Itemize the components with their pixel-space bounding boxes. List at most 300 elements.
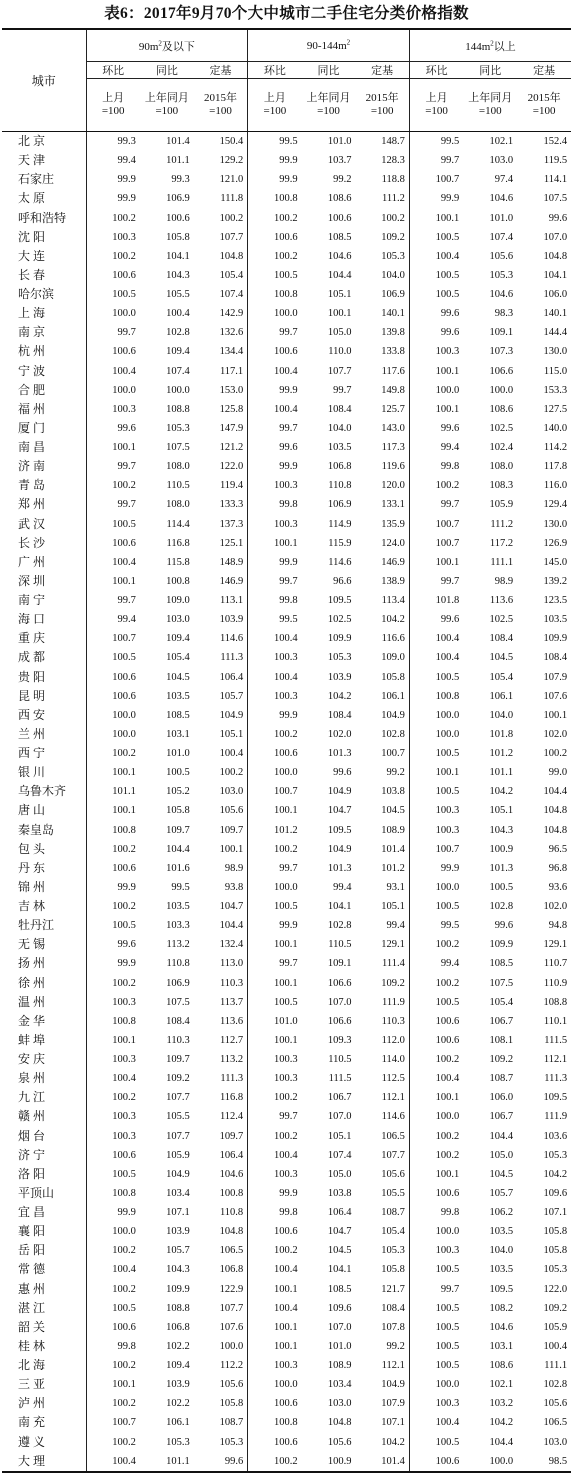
index-value: 100.7	[409, 840, 463, 859]
city-name: 郑 州	[18, 497, 46, 512]
index-value: 105.5	[166, 289, 190, 301]
index-value: 129.1	[381, 939, 405, 951]
table-row	[2, 993, 571, 1012]
index-value: 106.1	[489, 690, 514, 702]
index-value: 109.7	[219, 1130, 244, 1142]
index-value: 115.8	[166, 556, 190, 568]
index-value: 100.0	[248, 1375, 302, 1394]
index-value: 99.9	[86, 878, 140, 897]
table-title: 表6：2017年9月70个大中城市二手住宅分类价格指数	[104, 5, 469, 22]
index-value: 102.8	[327, 920, 352, 932]
index-value: 139.2	[543, 575, 568, 587]
index-value: 99.6	[409, 323, 463, 342]
index-value: 100.1	[248, 1337, 302, 1356]
index-value: 99.8	[409, 457, 463, 476]
index-value: 104.9	[166, 1168, 190, 1180]
table-row	[2, 725, 571, 744]
base-header: 上年同月 =100	[463, 79, 517, 132]
index-value: 100.2	[86, 840, 140, 859]
index-value: 100.0	[86, 304, 140, 323]
index-value: 100.6	[327, 212, 352, 224]
index-value: 100.0	[489, 384, 514, 396]
city-name: 蚌 埠	[18, 1032, 46, 1047]
index-value: 105.9	[166, 1149, 190, 1161]
index-value: 109.7	[166, 1054, 190, 1066]
index-value: 100.6	[86, 1318, 140, 1337]
index-value: 114.6	[328, 556, 352, 568]
table-row	[2, 1413, 571, 1432]
city-name: 平顶山	[18, 1185, 55, 1200]
index-value: 110.1	[543, 1015, 568, 1027]
index-value: 106.5	[381, 1130, 405, 1142]
index-value: 100.2	[86, 209, 140, 228]
base-header: 2015年 =100	[355, 79, 409, 132]
table-row	[2, 878, 571, 897]
index-value: 116.6	[381, 633, 405, 645]
index-value: 113.2	[166, 939, 190, 951]
index-value: 106.5	[543, 1417, 568, 1429]
index-value: 152.4	[543, 136, 568, 148]
index-value: 104.4	[489, 1130, 514, 1142]
index-value: 100.2	[409, 476, 463, 495]
index-value: 107.7	[166, 1092, 190, 1104]
table-row	[2, 572, 571, 591]
index-value: 103.8	[381, 786, 405, 798]
index-value: 105.6	[219, 805, 244, 817]
index-value: 102.1	[489, 1379, 514, 1391]
index-value: 110.8	[219, 1207, 244, 1219]
city-name: 岳 阳	[18, 1243, 46, 1258]
index-value: 108.0	[489, 461, 514, 473]
index-value: 111.1	[490, 556, 514, 568]
city-name: 南 昌	[18, 440, 46, 455]
index-value: 109.1	[327, 958, 352, 970]
index-value: 101.3	[489, 862, 514, 874]
index-value: 100.0	[86, 1222, 140, 1241]
index-value: 112.1	[543, 1054, 568, 1066]
index-value: 100.5	[248, 266, 302, 285]
index-value: 100.1	[248, 974, 302, 993]
index-value: 105.1	[381, 901, 405, 913]
index-value: 100.1	[248, 534, 302, 553]
index-value: 108.4	[543, 652, 568, 664]
index-value: 132.6	[219, 327, 244, 339]
index-value: 150.4	[219, 136, 244, 148]
index-value: 100.5	[409, 1299, 463, 1318]
index-value: 110.3	[381, 1015, 405, 1027]
index-value: 105.6	[219, 1379, 244, 1391]
index-value: 99.9	[248, 553, 302, 572]
index-value: 99.9	[248, 457, 302, 476]
index-value: 100.1	[248, 1280, 302, 1299]
index-value: 107.9	[543, 671, 568, 683]
index-value: 105.5	[381, 1187, 405, 1199]
index-value: 100.8	[409, 687, 463, 706]
index-value: 106.4	[219, 671, 244, 683]
price-index-table	[2, 28, 571, 1473]
index-value: 109.5	[489, 1283, 514, 1295]
index-value: 100.2	[248, 1127, 302, 1146]
city-name: 北 京	[18, 134, 46, 149]
index-value: 97.4	[494, 174, 514, 186]
index-value: 109.3	[327, 1034, 352, 1046]
index-value: 107.6	[219, 1321, 244, 1333]
index-value: 100.2	[86, 1088, 140, 1107]
index-value: 114.1	[543, 174, 568, 186]
city-name: 福 州	[18, 401, 46, 416]
index-value: 107.1	[381, 1417, 405, 1429]
index-value: 96.5	[548, 843, 568, 855]
index-value: 100.2	[86, 897, 140, 916]
table-row	[2, 476, 571, 495]
group-header-medium: $90-144m^2$	[248, 29, 410, 62]
index-value: 109.9	[489, 939, 514, 951]
index-value: 133.8	[381, 346, 405, 358]
index-value: 121.0	[219, 174, 244, 186]
city-name: 济 宁	[18, 1147, 46, 1162]
index-value: 100.6	[86, 534, 140, 553]
index-value: 108.8	[166, 403, 190, 415]
index-value: 122.0	[543, 1283, 568, 1295]
index-value: 104.9	[381, 709, 405, 721]
table-row	[2, 687, 571, 706]
index-value: 100.7	[409, 170, 463, 189]
index-value: 100.0	[248, 878, 302, 897]
table-row	[2, 629, 571, 648]
index-value: 140.0	[543, 422, 568, 434]
index-value: 104.3	[489, 824, 514, 836]
index-value: 105.4	[166, 652, 190, 664]
index-value: 104.0	[489, 1245, 514, 1257]
index-value: 100.5	[86, 515, 140, 534]
index-value: 99.2	[386, 767, 405, 779]
index-value: 100.2	[543, 748, 568, 760]
index-value: 100.7	[381, 748, 405, 760]
index-value: 101.2	[489, 748, 514, 760]
index-value: 107.0	[327, 996, 352, 1008]
index-value: 100.1	[248, 1318, 302, 1337]
index-value: 100.2	[219, 212, 244, 224]
index-value: 104.4	[219, 920, 244, 932]
index-value: 143.0	[381, 422, 405, 434]
index-value: 104.8	[219, 1226, 244, 1238]
city-name: 济 南	[18, 459, 46, 474]
index-value: 133.1	[381, 499, 405, 511]
index-value: 105.8	[219, 1398, 244, 1410]
index-value: 99.7	[409, 1280, 463, 1299]
table-row	[2, 610, 571, 629]
base-header: 上年同月 =100	[302, 79, 356, 132]
index-value: 107.0	[543, 231, 568, 243]
index-value: 108.7	[381, 1207, 405, 1219]
index-value: 99.6	[248, 438, 302, 457]
city-name: 西 安	[18, 707, 46, 722]
index-value: 102.1	[489, 136, 514, 148]
table-row	[2, 342, 571, 361]
index-value: 100.8	[86, 1012, 140, 1031]
index-value: 105.7	[166, 1245, 190, 1257]
index-value: 112.2	[219, 1360, 244, 1372]
index-value: 99.2	[333, 174, 352, 186]
index-value: 99.4	[86, 610, 140, 629]
index-value: 112.5	[381, 1073, 405, 1085]
index-value: 113.7	[219, 996, 244, 1008]
index-value: 104.2	[489, 1417, 514, 1429]
index-value: 107.5	[166, 996, 190, 1008]
index-value: 146.9	[381, 556, 405, 568]
index-value: 146.9	[219, 575, 244, 587]
index-value: 109.4	[166, 633, 190, 645]
table-row	[2, 1280, 571, 1299]
index-value: 93.8	[224, 881, 244, 893]
index-value: 101.0	[489, 212, 514, 224]
index-value: 99.9	[86, 1203, 140, 1222]
index-value: 110.7	[543, 958, 568, 970]
index-value: 100.0	[409, 1222, 463, 1241]
index-value: 100.7	[86, 1413, 140, 1432]
index-value: 101.8	[409, 591, 463, 610]
index-value: 99.8	[248, 591, 302, 610]
index-value: 105.3	[327, 652, 352, 664]
city-name: 青 岛	[18, 478, 46, 493]
table-row	[2, 534, 571, 553]
index-value: 108.1	[489, 1034, 514, 1046]
index-value: 102.5	[327, 614, 352, 626]
index-value: 100.2	[86, 744, 140, 763]
city-name: 惠 州	[18, 1281, 46, 1296]
index-value: 104.4	[327, 269, 352, 281]
city-name: 杭 州	[18, 344, 46, 359]
index-value: 99.7	[409, 495, 463, 514]
index-value: 100.2	[248, 1088, 302, 1107]
index-value: 100.0	[86, 706, 140, 725]
index-value: 104.5	[327, 1245, 352, 1257]
index-value: 105.6	[381, 1168, 405, 1180]
index-value: 100.5	[409, 1318, 463, 1337]
index-value: 104.4	[489, 1436, 514, 1448]
index-value: 106.1	[166, 1417, 190, 1429]
index-value: 99.2	[386, 1340, 405, 1352]
index-value: 105.8	[166, 231, 190, 243]
index-value: 100.2	[248, 725, 302, 744]
index-value: 123.5	[543, 595, 568, 607]
index-value: 132.4	[219, 939, 244, 951]
index-value: 105.4	[489, 671, 514, 683]
index-value: 99.9	[248, 916, 302, 935]
index-value: 105.3	[219, 1436, 244, 1448]
city-name: 成 都	[18, 650, 46, 665]
index-value: 103.9	[327, 671, 352, 683]
index-value: 106.6	[327, 977, 352, 989]
index-value: 100.6	[248, 1394, 302, 1413]
index-value: 104.1	[166, 250, 190, 262]
index-value: 100.4	[86, 553, 140, 572]
index-value: 100.5	[409, 782, 463, 801]
index-value: 104.8	[543, 250, 568, 262]
index-value: 100.7	[409, 515, 463, 534]
index-value: 100.4	[409, 247, 463, 266]
index-value: 104.3	[166, 1264, 190, 1276]
index-value: 109.9	[327, 633, 352, 645]
index-value: 100.1	[248, 1031, 302, 1050]
index-value: 105.3	[489, 269, 514, 281]
index-value: 110.3	[166, 1034, 190, 1046]
index-value: 100.3	[86, 1050, 140, 1069]
index-value: 100.6	[86, 668, 140, 687]
city-name: 韶 关	[18, 1319, 46, 1334]
index-value: 134.4	[219, 346, 244, 358]
index-value: 100.3	[86, 228, 140, 247]
index-value: 103.5	[489, 1264, 514, 1276]
index-value: 103.7	[327, 155, 352, 167]
index-value: 108.7	[489, 1073, 514, 1085]
index-value: 142.9	[219, 308, 244, 320]
index-value: 111.2	[490, 518, 514, 530]
index-value: 99.7	[248, 1107, 302, 1126]
index-value: 100.2	[409, 1146, 463, 1165]
index-value: 100.2	[248, 840, 302, 859]
index-value: 101.0	[327, 136, 352, 148]
index-value: 100.6	[409, 1452, 463, 1472]
index-value: 148.7	[381, 136, 405, 148]
table-row	[2, 1088, 571, 1107]
subcol-header: 同比	[140, 62, 194, 79]
index-value: 99.5	[248, 610, 302, 629]
index-value: 100.4	[248, 668, 302, 687]
index-value: 102.2	[166, 1340, 190, 1352]
index-value: 100.5	[86, 648, 140, 667]
index-value: 100.3	[248, 1069, 302, 1088]
index-value: 108.5	[327, 231, 352, 243]
table-row	[2, 495, 571, 514]
city-name: 广 州	[18, 554, 46, 569]
table-row	[2, 362, 571, 381]
index-value: 99.7	[248, 859, 302, 878]
index-value: 109.2	[381, 977, 405, 989]
table-row	[2, 323, 571, 342]
index-value: 105.6	[543, 1398, 568, 1410]
city-name: 泸 州	[18, 1396, 46, 1411]
index-value: 100.3	[409, 342, 463, 361]
index-value: 100.1	[409, 763, 463, 782]
index-value: 100.3	[86, 400, 140, 419]
index-value: 113.6	[219, 1015, 244, 1027]
index-value: 100.6	[409, 1031, 463, 1050]
city-name: 长 春	[18, 267, 46, 282]
index-value: 108.6	[327, 193, 352, 205]
index-value: 100.4	[248, 400, 302, 419]
index-value: 100.1	[86, 572, 140, 591]
index-value: 104.6	[489, 289, 514, 301]
index-value: 107.4	[489, 231, 514, 243]
index-value: 114.6	[219, 633, 244, 645]
index-value: 100.6	[248, 744, 302, 763]
index-value: 107.7	[219, 231, 244, 243]
index-value: 103.1	[166, 728, 190, 740]
index-value: 99.9	[86, 954, 140, 973]
index-value: 109.2	[543, 1302, 568, 1314]
index-value: 107.7	[327, 365, 352, 377]
index-value: 106.9	[166, 193, 190, 205]
index-value: 107.8	[381, 1321, 405, 1333]
index-value: 109.0	[166, 595, 190, 607]
index-value: 108.4	[327, 709, 352, 721]
index-value: 108.4	[166, 1015, 190, 1027]
table-row	[2, 859, 571, 878]
index-value: 100.6	[86, 859, 140, 878]
index-value: 108.4	[489, 633, 514, 645]
table-row	[2, 840, 571, 859]
city-name: 唐 山	[18, 803, 46, 818]
index-value: 99.4	[409, 438, 463, 457]
index-value: 114.4	[166, 518, 190, 530]
city-name: 天 津	[18, 153, 46, 168]
index-value: 108.5	[327, 1283, 352, 1295]
index-value: 98.9	[494, 575, 514, 587]
index-value: 110.5	[328, 1054, 352, 1066]
index-value: 100.5	[409, 993, 463, 1012]
index-value: 109.9	[543, 633, 568, 645]
index-value: 110.3	[219, 977, 244, 989]
index-value: 102.4	[489, 442, 514, 454]
index-value: 98.3	[494, 308, 514, 320]
index-value: 124.0	[381, 537, 405, 549]
index-value: 102.5	[489, 422, 514, 434]
city-name: 牡丹江	[18, 918, 55, 933]
index-value: 100.1	[219, 843, 244, 855]
index-value: 135.9	[381, 518, 405, 530]
index-value: 110.5	[328, 939, 352, 951]
index-value: 100.3	[409, 801, 463, 820]
index-value: 110.8	[166, 958, 190, 970]
index-value: 103.6	[543, 1130, 568, 1142]
index-value: 111.5	[328, 1073, 352, 1085]
index-value: 100.4	[248, 629, 302, 648]
index-value: 99.6	[86, 935, 140, 954]
index-value: 94.8	[548, 920, 568, 932]
index-value: 104.2	[489, 786, 514, 798]
table-row	[2, 419, 571, 438]
table-row	[2, 954, 571, 973]
index-value: 117.3	[381, 442, 405, 454]
index-value: 107.1	[543, 1207, 568, 1219]
index-value: 104.7	[327, 805, 352, 817]
index-value: 101.0	[327, 1340, 352, 1352]
index-value: 100.3	[248, 1050, 302, 1069]
index-value: 100.7	[248, 782, 302, 801]
index-value: 104.1	[327, 1264, 352, 1276]
index-value: 99.4	[333, 881, 352, 893]
index-value: 100.8	[248, 1413, 302, 1432]
index-value: 105.4	[489, 996, 514, 1008]
index-value: 99.7	[409, 151, 463, 170]
index-value: 96.8	[548, 862, 568, 874]
index-value: 105.8	[381, 1264, 405, 1276]
index-value: 100.4	[248, 362, 302, 381]
index-value: 102.8	[381, 728, 405, 740]
index-value: 99.7	[248, 954, 302, 973]
city-name: 昆 明	[18, 688, 46, 703]
city-name: 九 江	[18, 1090, 46, 1105]
base-header: 上月 =100	[409, 79, 463, 132]
index-value: 110.9	[543, 977, 568, 989]
index-value: 99.4	[86, 151, 140, 170]
index-value: 99.8	[86, 1337, 140, 1356]
index-value: 104.9	[327, 786, 352, 798]
city-name: 南 宁	[18, 593, 46, 608]
index-value: 133.3	[219, 499, 244, 511]
index-value: 100.5	[166, 767, 190, 779]
